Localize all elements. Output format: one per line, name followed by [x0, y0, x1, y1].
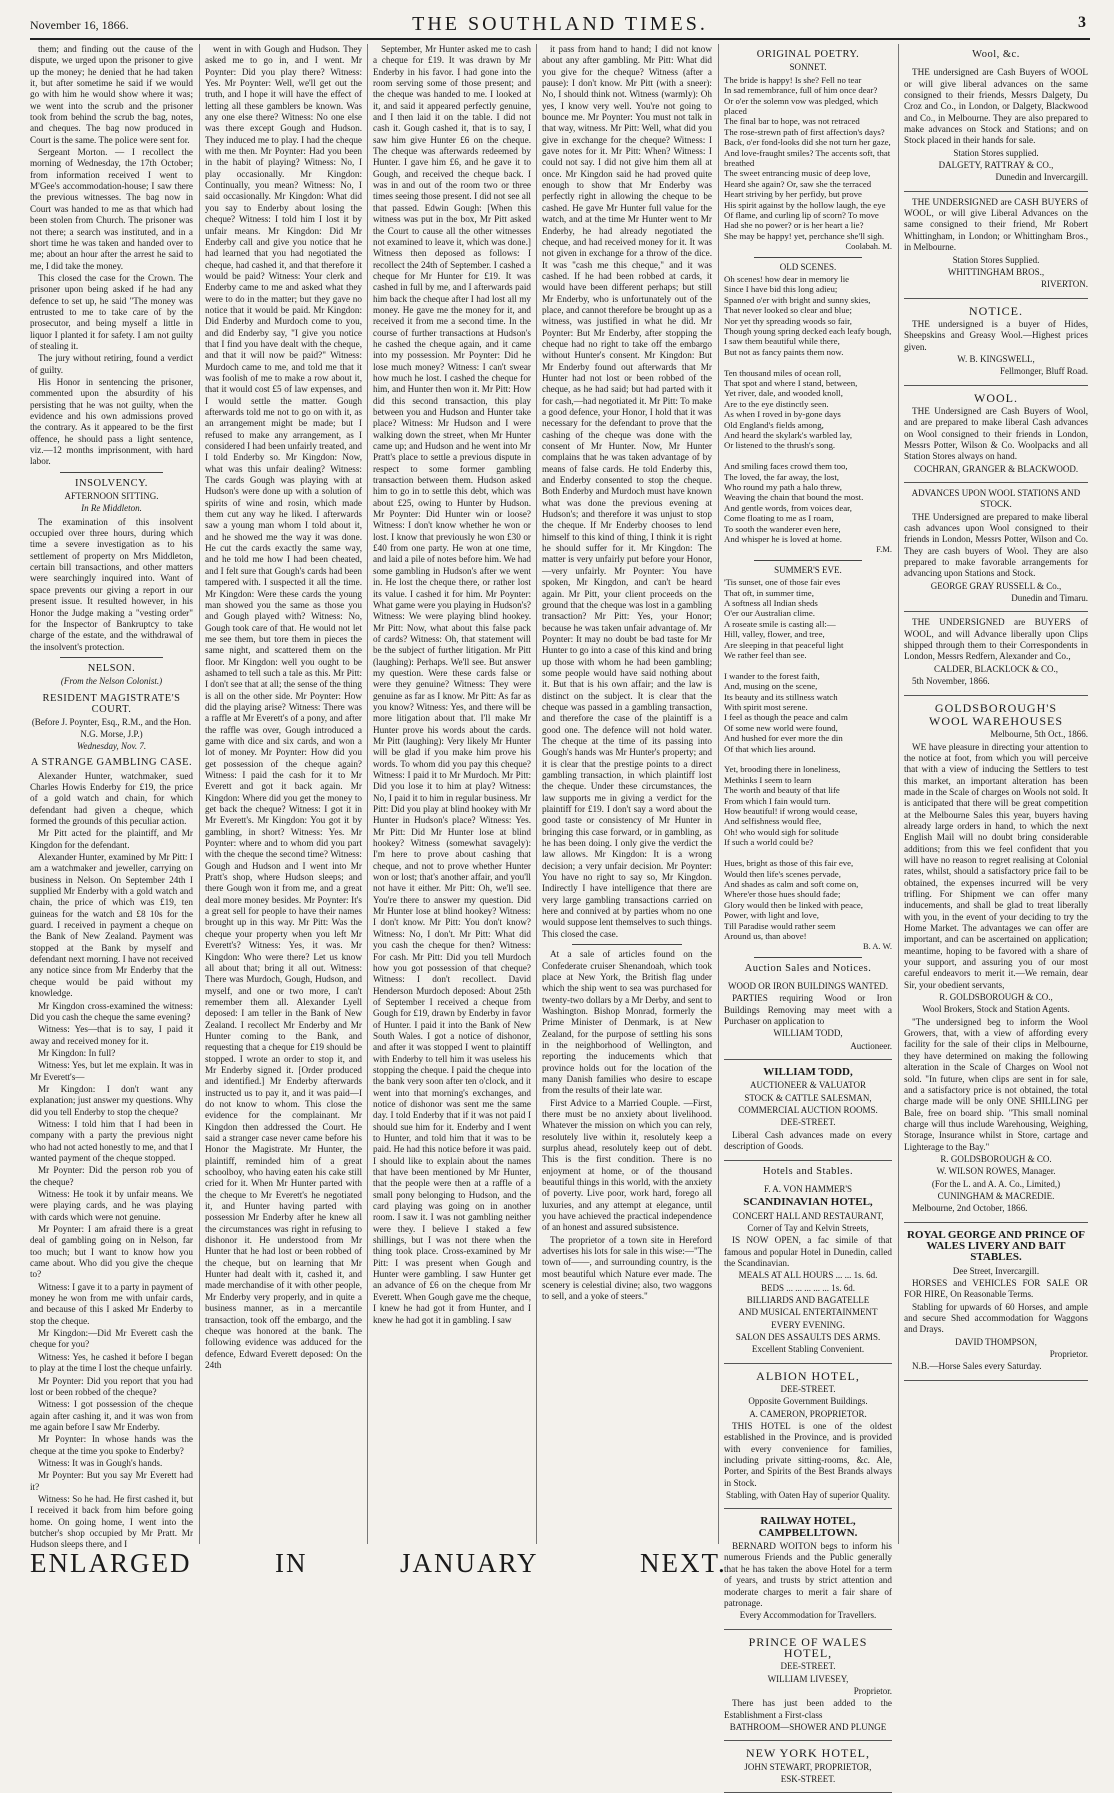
ad-signature: WILLIAM TODD, — [773, 1028, 843, 1039]
ad-prince-of-wales-hotel — [724, 1630, 892, 1742]
ad-date: Melbourne, 2nd October, 1866. — [912, 1203, 1028, 1214]
poem-line: She may be happy! yet, perchance she'll sigh. — [724, 230, 885, 241]
ad-line: DEE-STREET. — [780, 1384, 836, 1394]
poem-line: Yet river, dale, and wooded knoll, — [724, 388, 843, 399]
poem-line: Or listened to the thrush's song. — [724, 440, 836, 451]
column-divider — [898, 44, 899, 1544]
poem-line: Methinks I seem to learn — [724, 774, 812, 785]
poem-title: OLD SCENES. — [779, 261, 837, 272]
poem-line: Old England's fields among, — [724, 419, 824, 430]
poem-line: Since I have bid this long adieu; — [724, 284, 838, 295]
poem-line: Back, o'er fond-looks did she not turn her gaze, — [724, 137, 891, 148]
poem-line: And, musing on the scene, — [724, 681, 818, 692]
divider — [60, 472, 163, 473]
paragraph: them; and finding out the cause of the dispute, we urged upon the prisoner to give up the money; he denied that he had taken it, but after sometime he said if we would go with him he would show where it was; we went into the scrub and the prisoner took from behind the scrub the bag, notes, and cheques. The bag now produced in Court is the same. The police were sent for. — [30, 44, 193, 145]
poem-line — [724, 451, 892, 461]
poem-line: Where'er those hues should fade; — [724, 889, 841, 900]
poem-line: 'Tis sunset, one of those fair eves — [724, 577, 841, 588]
poem-line: How beautiful! if wrong would cease, — [724, 806, 858, 817]
date-line: Wednesday, Nov. 7. — [76, 740, 147, 751]
poem-line — [724, 660, 892, 670]
paragraph: Mr Kingdon:—Did Mr Everett cash the cheque for you? — [30, 1328, 193, 1350]
ad-calder-blacklock — [904, 612, 1088, 695]
ad-line: STOCK & CATTLE SALESMAN, — [744, 1092, 872, 1103]
poem-line: Heard she again? Or, saw she the terraced — [724, 178, 872, 189]
poem-line: Had she no power? or is her heart a lie? — [724, 220, 864, 231]
source-line: (From the Nelson Colonist.) — [60, 676, 163, 687]
banner-word: NEXT. — [640, 1548, 727, 1578]
column-divider — [367, 44, 368, 1544]
poem-line: His spirit against by the hollow laugh, the eye — [724, 199, 886, 210]
paragraph: The examination of this insolvent occupied over three hours, during which time a severe investigation as to his settlement of property on Mrs Middleton, certain bill transactions, and other matters were searchingly inquired into. Want of space prevents our giving a report in our present issue. It resulted however, in his Honor the Judge making a "vesting order" for the Inspector of Bankruptcy to take charge of the estate, and the withdrawal of the insolvent's protection. — [30, 516, 193, 652]
ad-line: EVERY EVENING. — [771, 1319, 845, 1330]
ad-line: Stabling, with Oaten Hay of superior Quality. — [726, 1490, 890, 1501]
column-2 — [205, 44, 362, 1544]
ad-line: Proprietor. — [1049, 1349, 1088, 1360]
ad-signature: W. B. KINGSWELL, — [957, 353, 1035, 364]
news-item: At a sale of articles found on the Confederate cruiser Shenandoah, which took place at New York, the British flag under which the ship went to sea was purchased for twenty-two dollars by a Mr Derby, and sent to Washington. Bishop Monrad, formerly the Prime Minister of Denmark, is at New Zealand, for the purpose of settling his sons in the neighborhood of Wellington, and reporting the inducements which that province holds out for the location of the many Danish families who desire to escape from the results of their late war. — [542, 949, 712, 1096]
page-number: 3 — [1078, 14, 1086, 31]
ad-line: WILLIAM LIVESEY, — [767, 1673, 849, 1684]
section-subheading: AFTERNOON SITTING. — [64, 491, 159, 502]
poem-line: And hushed for ever more the din — [724, 733, 843, 744]
ad-line: Opposite Government Buildings. — [748, 1396, 868, 1407]
poem-line: And gentle words, from voices dear, — [724, 502, 852, 513]
ad-line: F. A. VON HAMMER'S — [763, 1183, 852, 1194]
article-title: A STRANGE GAMBLING CASE. — [30, 757, 193, 769]
ad-dalgety-rattray — [904, 62, 1088, 191]
poem-line: Yet, brooding there in loneliness, — [724, 764, 841, 775]
paragraph: His Honor in sentencing the prisoner, commented upon the absurdity of his persisting that he was not guilty, when the evidence and his own admissions proved the contrary. As it appeared to be the first offence, he should pass a light sentence, viz.—12 months imprisonment, with hard labor. — [30, 376, 193, 467]
poem-line: The worth and beauty of that life — [724, 785, 840, 796]
paragraph: Witness: I gave it to a party in payment of money he won from me with unfair cards, and because of this I asked Mr Enderby to stop the cheque. — [30, 1281, 193, 1326]
poem-title: SUMMER'S EVE. — [774, 564, 842, 575]
column-1 — [30, 44, 193, 1550]
section-subheading: In Re Middleton. — [81, 503, 142, 514]
ad-line: Every Accommodation for Travellers. — [739, 1610, 877, 1621]
poem-line: The loved, the far away, the lost, — [724, 471, 839, 482]
divider — [754, 560, 862, 561]
poem-line: From which I fain would turn. — [724, 795, 831, 806]
column-divider — [199, 44, 200, 1544]
banner-word: ENLARGED — [30, 1548, 192, 1578]
poem-line: In sad remembrance, full of him once dear? — [724, 85, 878, 96]
poem-line: Heart striving by her perfidy, but prove — [724, 189, 862, 200]
ad-body: THE UNDERSIGNED are BUYERS of WOOL, and will Advance liberally upon Clips shipped through them to their Correspondents in London, Messrs Redfern, Alexander and Co., — [904, 617, 1088, 662]
ad-wood-iron-buildings — [724, 976, 892, 1060]
ad-body: THE Undersigned are Cash Buyers of Wool, and are prepared to make liberal Cash advances on Wool consigned to their friends in London, Messrs Potter, Wilson & Co. Woolpacks and all Station Stores always on hand. — [904, 405, 1088, 462]
poem-line: O'er our Australian clime. — [724, 608, 815, 619]
newspaper-title: THE SOUTHLAND TIMES. — [412, 13, 708, 35]
section-heading: Hotels and Stables. — [762, 1165, 854, 1177]
paragraph: Mr Poynter: I am afraid there is a great deal of gambling going on in Nelson, far too much; but I want to know how you came about. Who did you give the cheque to? — [30, 1224, 193, 1280]
banner-word: IN — [275, 1548, 308, 1578]
paragraph: Alexander Hunter, watchmaker, sued Charles Howis Enderby for £19, the price of a gold watch and chain, for which defendant had given a cheque, which formed the grounds of this peculiar action. — [30, 770, 193, 826]
column-6 — [904, 44, 1088, 1544]
news-item: The proprietor of a town site in Hereford advertises his lots for sale in this wise:—"The town of——, and surrounding country, is the most beautiful which Nature ever made. The scenery is celestial divine; also, two waggons to sell, and a yoke of steers." — [542, 1234, 712, 1302]
poem-line: Oh! who would sigh for solitude — [724, 826, 839, 837]
ad-signature: DAVID THOMPSON, — [955, 1336, 1037, 1347]
paragraph: Mr Kingdon cross-examined the witness: Did you cash the cheque the same evening? — [30, 1000, 193, 1022]
ad-line: A. CAMERON, PROPRIETOR. — [749, 1408, 867, 1419]
paragraph: Witness: Yes, he cashed it before I began to play at the time I lost the cheque unfairly. — [30, 1351, 193, 1374]
ad-line: CONCERT HALL AND RESTAURANT, — [732, 1210, 884, 1221]
poem-line: A roseate smile is casting all:— — [724, 618, 836, 629]
poem-line: Would then life's scenes pervade, — [724, 868, 841, 879]
poem-line: Come floating to me as I roam, — [724, 513, 834, 524]
poem-line: And smiling faces crowd them too, — [724, 461, 848, 472]
poem-line: Glory would then be linked with peace, — [724, 899, 864, 910]
section-heading: Auction Sales and Notices. — [744, 962, 872, 974]
poem-line: Of that which lies around. — [724, 743, 816, 754]
poem-line: Of flame, and curling lip of scorn? To move — [724, 209, 879, 220]
poem-line: The sweet entrancing music of deep love, — [724, 168, 871, 179]
poem-line: A softness all Indian sheds — [724, 597, 818, 608]
ad-heading: WOOL. — [974, 390, 1018, 405]
ad-body: WE have pleasure in directing your attention to the notice at foot, from which you will perceive that with a view of inducing the Settlers to test this market, an important alteration has been made in the Scale of charges on Wools not sold. It is anticipated that there will be great competition at the Melbourne Sales this year, buyers having already large orders in hand, to which the next English Mail will no doubt bring considerable additions; from this we feel confident that you will have no reason to regret realising at Colonial rates, whilst, should a satisfactory price fail to be obtained, the expenses incurred will be very trifling. For Shipment we can offer many inducements, and shall be glad to treat liberally with you, in the event of your deciding to try the Home Market. The advantages we can offer are important, and can be ascertained on application; meantime, hoping to be favored with a share of your support, and assuring you of our most careful endeavors to merit it.—We remain, dear Sir, your obedient servants, — [904, 741, 1088, 990]
poem-line: Oh scenes! how dear in memory lie — [724, 273, 850, 284]
ad-heading: WILLIAM TODD, — [763, 1066, 853, 1079]
ad-signature: CALDER, BLACKLOCK & CO., — [933, 663, 1058, 674]
divider — [754, 957, 862, 958]
poem-line: As when I roved in by-gone days — [724, 409, 841, 420]
ad-line: Dunedin and Timaru. — [1011, 593, 1088, 604]
paragraph: Mr Poynter: But you say Mr Everett had it? — [30, 1470, 193, 1492]
ad-line: Proprietor. — [853, 1685, 892, 1696]
paragraph: This closed the case for the Crown. The prisoner upon being asked if he had any defence to set up, he said "The money was entrusted to me to take care of by the prosecutor, and being myself a little in liquor I planted it for safety. I am not guilty of stealing it. — [30, 272, 193, 351]
ad-line: Corner of Tay and Kelvin Streets, — [747, 1222, 869, 1233]
article-body: went in with Gough and Hudson. They asked me to go in, and I went. Mr Poynter: Did you play there? Witness: Yes. Mr Poynter: Well, we'll get out the truth, and I hope it will have the effect of letting all these gamblers be known. Was any one else there? Witness: No one else was there except Gough and Hudson. They induced me to play. I had the cheque with me then. Mr Poynter: Had you been in the habit of playing? Witness: No, I play occasionally. Mr Kingdon: Continually, you mean? Witness: No, I said occasionally. Mr Kingdon: What did you say to Enderby about losing the cheque? Witness: I told him I lost it by unfair means. Mr Kingdon: Did Mr Enderby call and give you notice that he had learned that you had negotiated the cheque, had cashed it, and that therefore it would be paid? Witness: Your clerk and Enderby came to me and asked what they were to do in the matter; but they gave no notice that it would be paid. Mr Kingdon: Did Enderby and Murdoch come to you, and did Enderby say, "I give you notice that I find you have dealt with the cheque, and that it will now be paid?" Witness: Murdoch came to me, and told me that it was foolish of me to make a row about it, that it would cost £5 of law expenses, and I would settle the matter. Gough afterwards told me not to go on with it, as an arrangement might be made; but I refused to make any arrangement, as I considered I had been unfairly treated, and I told Enderby so. Mr Kingdon: Now, what was this unfair dealing? Witness: The cards Gough was playing with at Hudson's were done up with a solution of spirits of wine and rosin, which made them cut any way he liked. I afterwards saw a young man whom I told about it, and he showed me the way it was done. He cut the cards exactly the same way, and he told me how I had been cheated, and I felt sure that Gough's cards had been tampered with. I suspected it all the time. Mr Kingdon: Were these cards the young man showed you the same as those you and Gough played with? Witness: No, Gough took care of that. He would not let me see them, but tore them in pieces the same night, and scattered them on the floor. Mr Kingdon: well you ought to be ashamed to tell such a tale as this. Mr Pitt: I don't see that at all; the sense of the thing is all on the other side. Mr Poynter: How did the playing arise? Witness: There was a raffle at Mr Everett's of a pony, and after the raffle was over, Gough introduced a game with dice and six cards, and won a lot of money. Mr Poynter: How did you get possession of the cheque again? Witness: I paid the cash for it to Mr Everett and got it back again. Mr Kingdon: Where did you get the money to get back the cheque? Witness: I got it in Mr Everett's. Mr Kingdon: You got it by gambling, in short? Witness: Yes. Mr Poynter: where and to whom did you part with the cheque the second time? Witness: Gough and Hudson and I went into Mr Pratt's shop, where Hudson sleeps; and there Gough won it from me, and a great deal more money besides. Mr Poynter: It's a great sell for people to have their names brought up in this way. Mr Pitt: Was the cheque your property when you left Mr Everett's? Witness: Yes, it was. Mr Kingdon: Who were there? Let us know all about that; bring it all out. Witness: There was Murdoch, Gough, Hudson, and myself, and one or two more, I can't remember them all. Alexander Lyell deposed: I am teller in the Bank of New Zealand. I recollect Mr Enderby and Mr Hunter coming to the Bank, and requesting that a cheque for £19 should be stopped. I wrote an order to stop it, and Mr Enderby signed it. [Order produced and identified.] Mr Enderby afterwards instructed us to pay it, and it was paid—I do not know to whom. This close the evidence for the complainant. Mr Kingdon then addressed the Court. He said a stranger case never came before his Honor the Magistrate. Mr Hunter, the plaintiff, reminded him of a great schoolboy, who having eaten his cake still cried for it. When Mr Hunter parted with the cheque to Mr Everett's he negotiated it, and Hunter having parted with possession Mr Enderby after he knew all the circumstances was right in refusing to dishonor it. He understood from Mr Hunter that he had lost or been robbed of the cheque, but on learning that Mr Hunter had dealt with it, cashed it, and made merchandise of it with other people, Mr Enderby very properly, and in quite a business manner, as in a mercantile transaction, took off the embargo, and the cheque was honored at the bank. The following evidence was adduced for the defence, Edward Everett deposed: On the 24th — [205, 44, 362, 1370]
poem-line: With spirit most serene. — [724, 702, 808, 712]
paragraph: Mr Kingdon: I don't want any explanation; just answer my questions. Why did you tell Enderby to stop the cheque? — [30, 1083, 193, 1117]
ad-line: ESK-STREET. — [780, 1773, 836, 1784]
news-item: First Advice to a Married Couple. —First, there must be no anxiety about livelihood. Whatever the mission on which you can rely, resolutely live within it, resolutely keep a surplus ahead, resolutely keep out of debt. This is the first condition. There is no enjoyment at home, or of the thousand beautiful things in this world, with the anxiety of poverty. Live poor, work hard, forego all luxuries, and any attempt at elegance, until you have achieved the practical independence of an honest and assured subsistence. — [542, 1097, 712, 1233]
ad-signature: GEORGE GRAY RUSSELL & Co., — [930, 580, 1062, 591]
ad-line: BEDS ... ... ... ... ... 1s. 6d. — [760, 1282, 855, 1293]
ad-scandinavian-hotel — [724, 1179, 892, 1364]
ad-line: Dee Street, Invercargill. — [952, 1265, 1040, 1276]
ad-kingswell-notice — [904, 299, 1088, 386]
ad-body: THE Undersigned are prepared to make liberal cash advances upon Wool consigned to their friends in London, Messrs Potter, Wilson and Co. They are cash buyers of Wool. They are also prepared to make favorable arrangements for advancing upon Stations and Stock. — [904, 511, 1088, 579]
section-heading: RESIDENT MAGISTRATE'S COURT. — [42, 692, 181, 715]
poem-line: That oft, in summer time, — [724, 587, 814, 598]
poem-signature: F.M. — [876, 544, 892, 555]
poem-line: I feel as though the peace and calm — [724, 712, 848, 723]
poem-line — [724, 848, 892, 858]
paragraph: Witness: He took it by unfair means. We were playing cards, and he was playing with cards which were not genuine. — [30, 1189, 193, 1222]
article-body: it pass from hand to hand; I did not know about any after gambling. Mr Pitt: What did you give for the cheque? Witness (after a pause): I don't know. Mr Pitt (with a sneer): No, I should think not. Witness (warmly): Oh yes, I know very well. You're not going to bounce me. Mr Poynter: You must not talk in that way, witness. Mr Pitt: Well, what did you give in exchange for the cheque? Witness: I gave notes for it. Mr Pitt: When? Witness: I could not say. I did not give him them all at once. Mr Kingdon said he had proved quite enough to show that Mr Enderby was perfectly right in allowing the cheque to be cashed. He gave Mr Hunter full value for the watch, and at the time Mr Hunter went to Mr Enderby, he had already negotiated the cheque, and had received money for it. It was not given in exchange for a throw of the dice. It was "cash me this cheque," and it was cashed. If he had been robbed at cards, it would have been different perhaps; but still Mr Enderby, who is unfortunately out of the place, and cannot therefore be brought up as a witness, was justified in what he did. Mr Poynter: But Mr Enderby, after stopping the cheque had no right to take off the embargo without Hunter's consent. Mr Kingdon: But Mr Enderby found out afterwards that Mr Hunter had not lost or been robbed of the cheque, as he had said; but had parted with it for cash,—had negotiated it. Mr Pitt: To make a good defence, your Honor, I hold that it was necessary for the defendant to prove that the cashing of the cheque was done with the consent of Mr Hunter. Now, Mr Hunter complains that he was taken advantage of by means of false cards. He told Enderby this, and Enderby consented to stop the cheque. Both Enderby and Murdoch must have known what was done the previous evening at Hudson's; and therefore it was unjust to stop the cheque. If Mr Enderby chooses to lend himself to this kind of thing, I think it is right he should suffer for it. Mr Kingdon: The matter is very unfairly put before your Honor,—very unfairly. Mr Poynter: You have spoken, Mr Kingdon, and can't be heard again. Mr Pitt, your client proceeds on the ground that the cheque was lost in a gambling transaction? Mr Pitt: Yes, your Honor; because he was taken unfair advantage of. Mr Poynter: It may no doubt be bad taste for Mr Hunter to go into a case of this kind and bring up those with whom he had been gambling; some people would have said nothing about it. But that is his own affair; and the law is distinct on the subject. It is clear that the cheque was passed in a gambling transaction, and therefore the case of the plaintiff is a good one. The defence will not hold water. The cheque at the time of its passing into Gough's hands was Mr Hunter's property; and it is clear that the prestige points to a direct gambling transaction, in which plaintiff lost the cheque. Under these circumstances, the law supports me in giving a verdict for the plaintiff for £19. I don't say a word about the good taste or consistency of Mr Hunter in bringing this case forward, or in gambling, as he has been doing. I only give the verdict the law allows. Mr Kingdon: It is a wrong decision; a very unfair decision. Mr Poynter: You have no right to say so, Mr Kingdon. Indirectly I have intelligence that there are very large gambling transactions carried on here and connived at by parties whom no one would suppose lent themselves to such things. This closed the case. — [542, 44, 712, 939]
ad-whittingham-bros — [904, 192, 1088, 299]
ad-albion-hotel — [724, 1364, 892, 1510]
poem-line: But not as fancy paints them now. — [724, 346, 844, 357]
ad-body: IS NOW OPEN, a fac simile of that famous and popular Hotel in Dunedin, called the Scandinavian. — [724, 1235, 892, 1268]
poem-line: Are to the eye distinctly seen. — [724, 398, 829, 409]
ad-heading: PRINCE OF WALES HOTEL, — [748, 1634, 868, 1660]
poem-title: SONNET. — [789, 62, 827, 73]
poem-line: Or o'er the solemn vow was pledged, which placed — [724, 95, 879, 116]
column-5 — [724, 44, 892, 1784]
section-heading: ORIGINAL POETRY. — [756, 49, 860, 60]
poem-line: And love-fraught smiles? The accents soft, that breathed — [724, 147, 891, 168]
ad-body: THE UNDERSIGNED are CASH BUYERS of WOOL, or will give Liberal Advances on the same consigned to their friend, Mr Robert Whittingham, in London; or Whittingham Bros., in Melbourne. — [904, 196, 1088, 253]
poem-line: And shades as calm and soft come on, — [724, 878, 859, 889]
poem-line: Nor yet thy spreading woods so fair, — [724, 315, 852, 326]
poem-sonnet — [724, 75, 892, 242]
ad-line: JOHN STEWART, PROPRIETOR, — [744, 1761, 872, 1772]
paragraph: Witness: It was in Gough's hands. — [38, 1457, 163, 1468]
ad-line: Station Stores Supplied. — [952, 254, 1040, 265]
paragraph: Alexander Hunter, examined by Mr Pitt: I am a watchmaker and jeweller, carrying on business in Nelson. On September 24th I supplied Mr Enderby with a gold watch and chain, the price of which was £19, ten guineas for the watch and £8 10s for the guard. I received in payment a cheque on the Bank of New Zealand. Payment was stopped at the Bank by myself and defendant next morning. I have not received any notice since from Mr Enderby that the cheque would be paid without my knowledge. — [30, 852, 193, 999]
ad-heading: SCANDINAVIAN HOTEL, — [743, 1196, 873, 1209]
poem-line: Weaving the chain that bound the most. — [724, 492, 864, 503]
ad-heading: WOOL WAREHOUSES — [929, 713, 1063, 728]
section-heading: NELSON. — [87, 662, 136, 674]
ad-line: AND MUSICAL ENTERTAINMENT — [738, 1307, 878, 1318]
ad-line: SALON DES ASSAULTS DES ARMS. — [735, 1331, 881, 1342]
ad-heading: WOOD OR IRON BUILDINGS WANTED. — [727, 981, 889, 992]
ad-line: Dunedin and Invercargill. — [995, 172, 1088, 183]
paragraph: Mr Poynter: Did you report that you had lost or been robbed of the cheque? — [30, 1375, 193, 1397]
ad-body: THE undersigned is a buyer of Hides, Sheepskins and Greasy Wool.—Highest prices given. — [904, 318, 1088, 352]
masthead — [30, 12, 1090, 40]
ad-signature: R. GOLDSBOROUGH & CO. — [940, 1153, 1052, 1164]
ad-heading: ALBION HOTEL, — [756, 1368, 860, 1383]
ad-line: AUCTIONEER & VALUATOR — [749, 1080, 866, 1091]
ad-body: BERNARD WOITON begs to inform his numerous Friends and the Public generally that he has taken the above Hotel for a term of years, and trusts by strict attention and moderate charges to merit a fair share of patronage. — [724, 1541, 892, 1608]
ad-date: 5th November, 1866. — [912, 676, 990, 687]
poem-line: Who round my path a halo threw, — [724, 482, 842, 492]
section-subheading: (Before J. Poynter, Esq., R.M., and the Hon. N.G. Morse, J.P.) — [31, 717, 192, 739]
column-3 — [373, 44, 531, 1544]
paragraph: Mr Poynter: Did the person rob you of the cheque? — [30, 1165, 193, 1187]
poem-line: That never looked so clear and blue; — [724, 305, 852, 316]
paragraph: Witness: Yes, but let me explain. It was in Mr Everett's— — [30, 1060, 193, 1082]
ad-william-todd — [724, 1060, 892, 1160]
poem-line: And whisper he is loved at home. — [724, 534, 843, 545]
ad-heading: ADVANCES UPON WOOL STATIONS AND STOCK. — [911, 488, 1081, 510]
ad-line: (For the L. and A. A. Co., Limited,) — [931, 1178, 1061, 1189]
ad-heading: RAILWAY HOTEL, CAMPBELLTOWN. — [758, 1515, 858, 1539]
poem-line: The final bar to hope, was not retraced — [724, 116, 860, 127]
ad-line: BILLIARDS AND BAGATELLE — [746, 1294, 870, 1305]
ad-signature: DALGETY, RATTRAY & CO., — [938, 160, 1054, 171]
ad-line: Excellent Stabling Convenient. — [751, 1344, 865, 1355]
poem-line: And heard the skylark's warbled lay, — [724, 429, 853, 440]
poem-line: The bride is happy! Is she? Fell no tear — [724, 74, 862, 85]
paragraph: Witness: I told him that I had been in company with a party the previous night who had not acted honestly to me, and that I wanted payment of the cheque stopped. — [30, 1118, 193, 1163]
ad-line: BATHROOM—SHOWER AND PLUNGE — [729, 1721, 887, 1732]
banner-word: JANUARY — [400, 1548, 539, 1578]
poem-line: Though young spring decked each leafy bough, — [724, 325, 892, 336]
ad-body: Stabling for upwards of 60 Horses, and ample and secure Shed accommodation for Waggons and Drays. — [904, 1301, 1088, 1335]
ad-body: Liberal Cash advances made on every description of Goods. — [724, 1129, 892, 1152]
poem-line: The rose-strewn path of first affection's days? — [724, 126, 885, 137]
poem-line: Around us, than above! — [724, 930, 807, 941]
ad-body: PARTIES requiring Wood or Iron Buildings Removing may meet with a Purchaser on application to — [724, 993, 892, 1027]
ad-line: Fellmonger, Bluff Road. — [1000, 366, 1088, 377]
paragraph: Mr Poynter: In whose hands was the cheque at the time you spoke to Enderby? — [30, 1434, 193, 1456]
paragraph: Sergeant Morton. — I recollect the morning of Wednesday, the 17th October; from information received I went to M'Gee's accommodation-house; I saw there the previous witnesses. The bag now in Court was handed to me as that which had been stolen from Church. The prisoner was not there; a search was instituted, and in a short time he was taken and handed over to me; about an hour after the arrest he said to me, I did take the money. — [30, 147, 193, 271]
ad-signature: CUNINGHAM & MACREDIE. — [937, 1190, 1055, 1201]
ad-royal-george-stables — [904, 1223, 1088, 1381]
poem-signature: B. A. W. — [862, 941, 892, 952]
ad-body: THIS HOTEL is one of the oldest established in the Province, and is provided with every convenience for families, including private sitting-rooms, &c. Ale, Porter, and Spirits of the Best Brands always in Stock. — [724, 1421, 892, 1488]
paragraph: Witness: I got possession of the cheque again after cashing it, and it was won from me again before I saw Mr Enderby. — [30, 1399, 193, 1432]
ad-heading: GOLDSBOROUGH'S — [934, 700, 1058, 715]
section-heading: Wool, &c. — [972, 49, 1020, 60]
poem-line: That spot and where I stand, between, — [724, 377, 858, 388]
poem-line: If such a world could be? — [724, 837, 814, 848]
divider — [754, 257, 862, 258]
ad-new-york-hotel — [724, 1741, 892, 1793]
paragraph: Mr Pitt acted for the plaintiff, and Mr Kingdon for the defendant. — [30, 828, 193, 850]
ad-heading: NEW YORK HOTEL, — [746, 1746, 870, 1761]
ad-body: "The undersigned beg to inform the Wool Growers, that, with a view of affording every facility for the sale of their clips in Melbourne, they have determined on making the following alteration in the Scale of Charges on Wool not sold. "In future, when clips are sent in for sale, and a satisfactory price is not obtained, the total charge made will be only ONE SHILLING per Bale, free on board ship. "This small nominal charge will thus include Warehousing, Weighing, Storage, Insurance whilst in Store, cartage and Lighterage to the Bay." — [904, 1016, 1088, 1152]
ad-heading: NOTICE. — [969, 303, 1023, 318]
ad-george-gray-russell — [904, 483, 1088, 612]
ad-date: Melbourne, 5th Oct., 1866. — [990, 729, 1088, 740]
ad-line: DEE-STREET. — [780, 1117, 836, 1128]
poem-line: Power, with light and love, — [724, 910, 819, 921]
ad-signature: COCHRAN, GRANGER & BLACKWOOD. — [913, 463, 1079, 474]
ad-goldsborough — [904, 696, 1088, 1223]
ad-line: N.B.—Horse Sales every Saturday. — [912, 1361, 1042, 1372]
ad-body: HORSES and VEHICLES FOR SALE OR FOR HIRE, On Reasonable Terms. — [904, 1278, 1088, 1300]
ad-cochran-granger — [904, 386, 1088, 483]
column-4 — [542, 44, 712, 1544]
paragraph: Witness: So he had. He first cashed it, but I received it back from him before going home. On going home, I went into the butcher's shop occupied by Mr Pratt. Mr Hudson sleeps there, and I — [30, 1493, 193, 1550]
ad-signature-title: Auctioneer. — [850, 1040, 892, 1051]
section-heading: INSOLVENCY. — [75, 477, 148, 489]
ad-line: DEE-STREET. — [780, 1661, 836, 1672]
ad-line: Station Stores supplied. — [953, 147, 1039, 158]
poem-line: Hues, bright as those of this fair eve, — [724, 858, 854, 869]
poem-line — [724, 754, 892, 764]
ad-line: Wool Brokers, Stock and Station Agents. — [922, 1004, 1070, 1015]
paragraph: Mr Kingdon: In full? — [38, 1047, 116, 1058]
paragraph: Witness: Yes—that is to say, I paid it away and received money for it. — [30, 1024, 193, 1046]
ad-signature: W. WILSON ROWES, Manager. — [936, 1166, 1056, 1177]
poem-line: Its beauty and its stillness watch — [724, 691, 838, 702]
issue-date: November 16, 1866. — [30, 18, 129, 32]
poem-old-scenes — [724, 274, 892, 545]
poem-line: To sooth the wanderer even here, — [724, 523, 841, 534]
ad-line: RIVERTON. — [1040, 279, 1088, 290]
ad-signature: WHITTINGHAM BROS., — [947, 266, 1045, 277]
ad-body: THE undersigned are Cash Buyers of WOOL or will give liberal advances on the same consigned to their friends, Messrs Dalgety, Du Croz and Co., in London, or Dalgety, Blackwood and Co., in Melbourne. They are also prepared to make advances on Stock and Stations; and on Stock placed in their hands for sale. — [904, 67, 1088, 146]
ad-line: COMMERCIAL AUCTION ROOMS. — [738, 1105, 878, 1116]
poem-line: We rather feel than see. — [724, 649, 807, 660]
poem-line: Spanned o'er with bright and sunny skies, — [724, 294, 871, 305]
poem-line: I wander to the forest faith, — [724, 670, 820, 681]
poem-line — [724, 357, 892, 367]
divider — [572, 944, 682, 945]
poem-line: Ten thousand miles of ocean roll, — [724, 367, 842, 378]
poem-signature: Coolabah. M. — [845, 241, 892, 252]
article-body: September, Mr Hunter asked me to cash a cheque for £19. It was drawn by Mr Enderby in his favor. I had gone into the room serving some of those present; and the cheque was handed to me. I looked at it, and said it appeared perfectly genuine, and I then laid it on the table. I did not cash it. Gough cashed it, that is to say, I saw him give Hunter £6 on the cheque. The cheque was afterwards redeemed by Hunter. I gave him £6, and he gave it to Gough, and received the cheque back. I was in and out of the room two or three times seeing those present. I did not see all that passed. Edwin Gough: [When this witness was put in the box, Mr Pitt asked the Court to cause all the other witnesses not examined to leave it, which was done.] Witness then deposed as follows: I recollect the 24th of September. I cashed a cheque for Mr Hunter for £19. It was cashed in full by me, and I afterwards paid him back the cheque after I had lost all my money. He gave me the money for it, and received it from me a second time. In the course of further transactions at Hudson's he cashed the cheque again, and it came into my possession. Mr Poynter: Did he lose much money? Witness: I can't swear how much he lost. I cashed the cheque for him, and Hunter then won it. Mr Pitt: How did this second transaction, this play between you and Hudson and Hunter take place? Witness: Mr Hudson and I were walking down the street, when Mr Hunter came up; and Hudson and he went into Mr Pratt's place to settle a previous dispute in respect to some former gambling transaction between them. Hudson asked him to go in to settle this debt, which was about £25, owing to Hunter by Hudson. Mr Poynter: Did Hunter win or loose? Witness: I don't know whether he won or lost. I know that previously he won £30 or £40 from one party. He won at one time, and laid a pile of notes before him. We had some gambling in Hudson's after we went in. He lost the cheque there, or rather lost its value. I cashed it for him. Mr Poynter: What game were you playing in Hudson's? Witness: We were playing blind hookey. Mr Pitt: Now, what about this false pack of cards? Witness: Oh, that statement will be the subject of further litigation. Mr Pitt (laughing): Perhaps. We'll see. But answer my question. Were these cards false or were they genuine? Witness: They were genuine as far as I know. Mr Pitt: As far as you know? Witness: Yes, and there will be more litigation about that. I'll make Mr Hunter prove his words about the cards. Mr Pitt (laughing): Very likely Mr Hunter will be glad if you make him prove his words. To whom did you pay this cheque? Witness: I paid it to Mr Murdoch. Mr Pitt: Did you lose it to him at play? Witness: No, I paid it to him in regular business. Mr Pitt: Did you play at blind hookey with Mr Hunter in Hudson's place? Witness: Yes. Mr Pitt: Did Mr Hunter lose at blind hookey? Witness (somewhat savagely): I'm here to prove about cashing that cheque, and not to prove whether Hunter won or lost; that's another affair, and you'll not have it either. Mr Pitt: Oh, we'll see. You're there to answer my question. Did Mr Hunter lose at blind hookey? Witness: I don't know. Mr Pitt: You don't know? Witness: No, I don't. Mr Pitt: What did you cash the cheque for then? Witness: For cash. Mr Pitt: Did you tell Murdoch how you got possession of that cheque? Witness: I don't recollect. David Henderson Murdoch deposed: About 25th of September I received a cheque from Gough for £19, drawn by Enderby in favor of Hunter. I paid it into the Bank of New South Wales. I got a notice of dishonor, and after it was stopped I went to plaintiff with Enderby to tell him it was useless his stopping the cheque. I paid the cheque into the bank very soon after ten o'clock, and it went into that morning's exchanges, and notice of dishonor was sent me the same day. I told Enderby that if it was not paid I should sue him for it. Enderby and I went to Hunter, and told him that it was to be paid. He had this notice before it was paid. I should like to explain about the names that have been mentioned by Mr Hunter, that the people were then at a raffle of a small pony belonging to Hudson, and the card playing was going on in another room. I saw it. I was not gambling neither were they. I believe I staked a few shillings, but I was not there when the thing took place. Cross-examined by Mr Pitt: I was present when Gough and Hunter were gambling. I saw Hunter get an advance of £6 on the cheque from Mr Everett. When Gough gave me the cheque, I knew he had got it from Hunter, and I knew he had got it in gambling. I saw — [373, 44, 531, 1325]
ad-body: There has just been added to the Establishment a First-class — [724, 1698, 892, 1720]
poem-line: Of some new world were found, — [724, 722, 838, 733]
column-divider — [536, 44, 537, 1544]
column-divider — [718, 44, 719, 1544]
ad-heading: ROYAL GEORGE AND PRINCE OF WALES LIVERY AND BAIT STABLES. — [906, 1228, 1086, 1264]
poem-line: Till Paradise would rather seem — [724, 920, 836, 931]
poem-line: I saw them beautiful while there, — [724, 336, 840, 347]
poem-line: And selfishness would flee, — [724, 816, 822, 827]
paragraph: The jury without retiring, found a verdict of guilty. — [30, 353, 193, 375]
divider — [60, 657, 163, 658]
poem-line: Hill, valley, flower, and tree, — [724, 629, 825, 640]
ad-line: MEALS AT ALL HOURS ... ... 1s. 6d. — [738, 1270, 878, 1281]
ad-signature: R. GOLDSBOROUGH & CO., — [939, 992, 1053, 1003]
poem-line: Are sleeping in that peaceful light — [724, 639, 844, 650]
enlarged-banner — [30, 1548, 910, 1588]
poem-summers-eve — [724, 577, 892, 941]
